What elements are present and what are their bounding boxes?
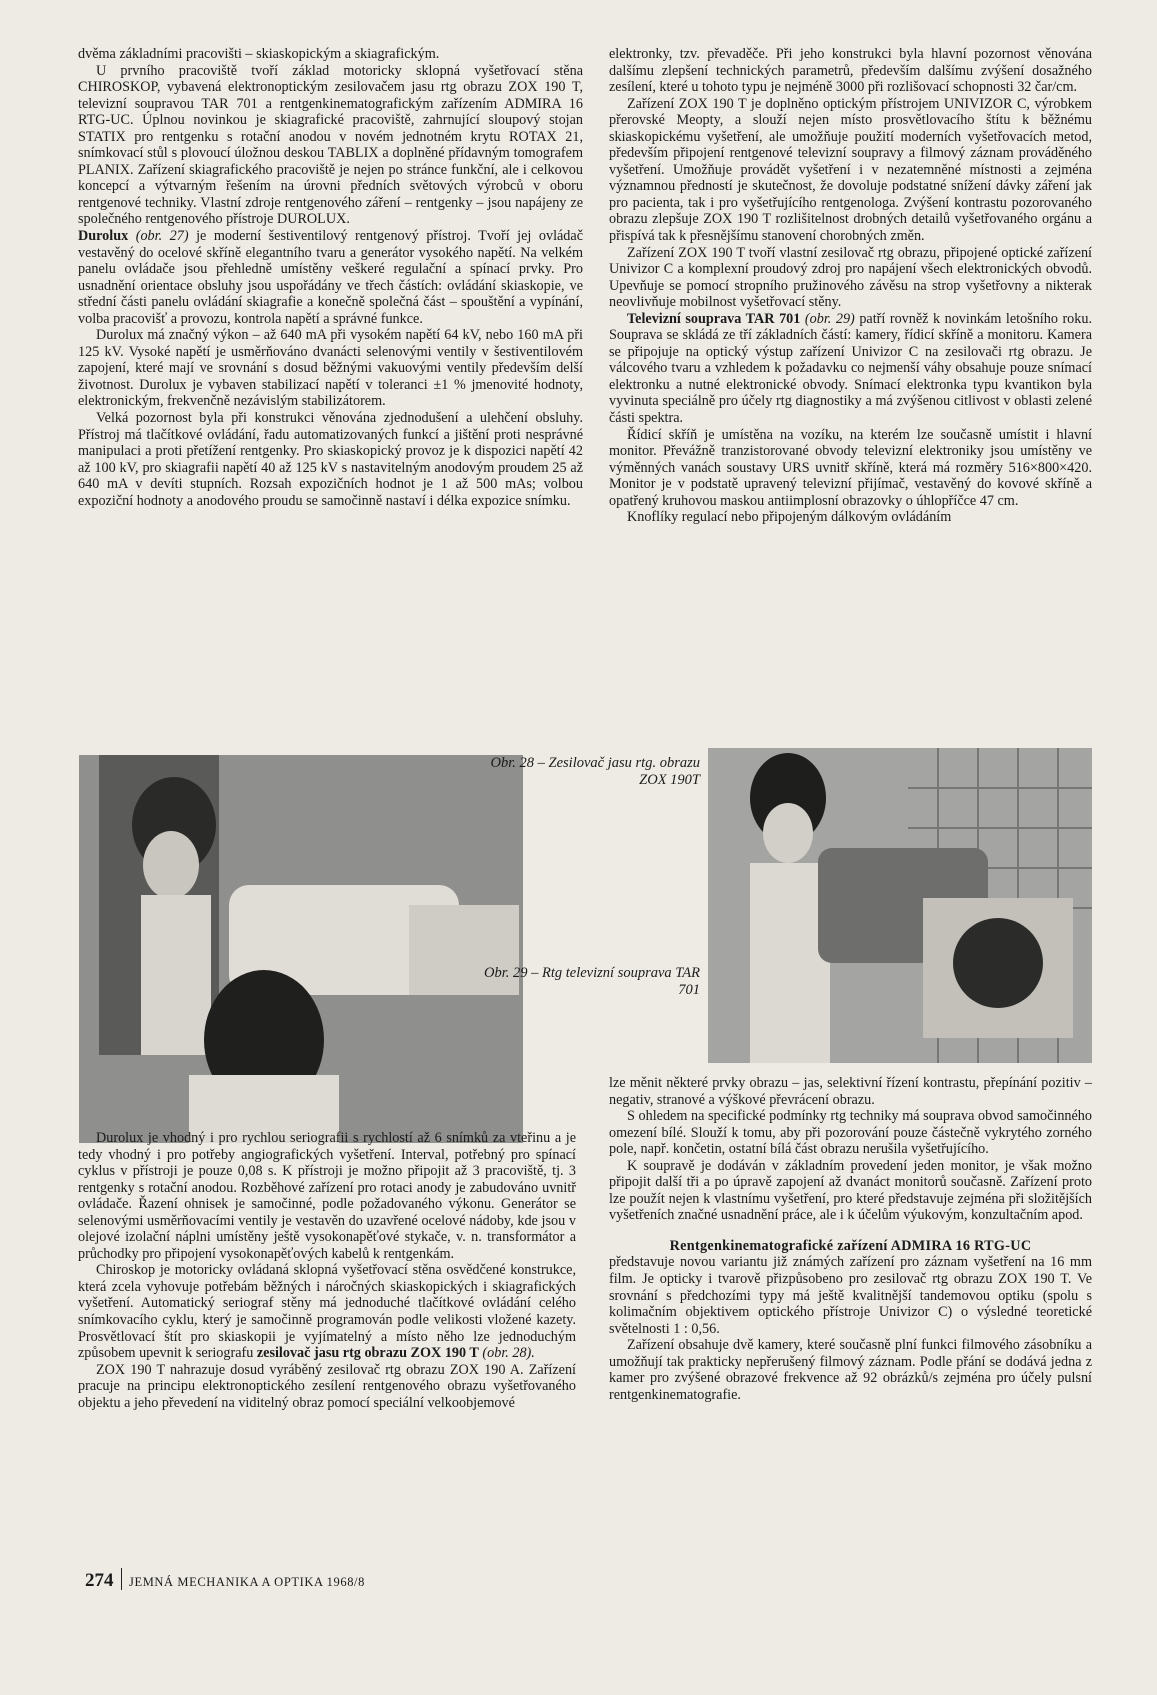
figure-reference: (obr. 28). bbox=[482, 1345, 535, 1362]
divider bbox=[121, 1568, 123, 1590]
paragraph: Zařízení ZOX 190 T je doplněno optickým přístrojem UNIVIZOR C, výrobkem přerovské Meopty, a slouží nejen místo prosvětlovacího štítu k běžnému skiaskopickému vyšetření, ale umožňuje použití moderních vyšetřovacích metod, především připojení rentgenové televizní soupravy a filmový záznam prováděného vyšetření. Umožňuje provádět vyšetření i v nezatemněné místnosti a zejména významnou předností je skutečnost, že dovoluje podstatné snížení dávky záření jak pro pacienta, tak i pro vyšetřujícího rentgenologa. Zvýšení kontrastu pozorovaného obrazu zlepšuje ZOX 190 T rozlišitelnost drobných detailů vyšetřovaného orgánu a přispívá tak k přesnějšímu stanovení chorobných změn. bbox=[609, 95, 1092, 245]
paragraph bbox=[609, 311, 1092, 427]
photo-illustration bbox=[79, 755, 523, 1143]
paragraph: Zařízení obsahuje dvě kamery, které současně plní funkci filmového zásobníku a umožňují tak prakticky nepřerušený filmový záznam. Podle přání se dodává jedna z kamer pro zvýšené obrazové frekvence až 92 obrázků/s zejména pro účely pulsní rentgenkinematografie. bbox=[609, 1337, 1092, 1403]
figure-reference: (obr. 27) bbox=[135, 228, 189, 245]
paragraph: U prvního pracoviště tvoří základ motoricky sklopná vyšetřovací stěna CHIROSKOP, vybavená elektronoptickým zesilovačem jasu rtg obrazu ZOX 190 T, televizní soupravou TAR 701 a rentgenkinematografickým zařízením ADMIRA 16 RTG-UC. Úplnou novinkou je skiagrafické pracoviště, zahrnující sloupový stojan STATIX pro rentgenku s rotační anodou v novém jednotném krytu ROTAX 21, snímkovací stůl s plovoucí úložnou deskou TABLIX a doplněné přídavným tomografem PLANIX. Zařízení skiagrafického pracoviště je nejen po stránce funkční, ale i celkovou koncepcí a výtvarným řešením na úrovni předních světových výrobců v oboru rentgenové techniky. Vlastní zdroje rentgenového záření – rentgenky – jsou napájeny ze společného rentgenového přístroje DUROLUX. bbox=[78, 62, 583, 228]
paragraph: dvěma základními pracovišti – skiaskopickým a skiagrafickým. bbox=[78, 46, 440, 62]
paragraph: Zařízení ZOX 190 T tvoří vlastní zesilovač rtg obrazu, připojené optické zařízení Univizor C a komplexní proudový zdroj pro napájení všech elektronických obvodů. Upevňuje se pomocí stropního pružinového závěsu na strop vyšetřovny a nikterak neovlivňuje mobilnost vyšetřovací stěny. bbox=[609, 244, 1092, 311]
run-in-heading: Durolux bbox=[78, 228, 129, 245]
left-column-bottom bbox=[78, 1130, 576, 1411]
paragraph bbox=[78, 1262, 576, 1361]
paragraph: Durolux je vhodný i pro rychlou seriografii s rychlostí až 6 snímků za vteřinu a je tedy vhodný i pro potřeby angiografických vyšetření. Interval, potřebný pro spínací cyklus v přístroji je pouze 0,08 s. K přístroji je možno připojit až 3 pracoviště, tj. 3 rentgenky s rotační anodou. Rozběhové zařízení pro rotaci anody je zabudováno uvnitř ovládače. Řazení ohnisek je samočinné, podle požadovaného výkonu. Generátor se selenovými usměrňovacími ventily je vestavěn do uzavřené ocelové nádoby, kde jsou v olejové izolační náplni umístěny ještě vysokonapěťové stykače, v. n. transformátor a průchodky pro připojení vysokonapěťových kabelů k rentgenkám. bbox=[78, 1130, 576, 1262]
paragraph: S ohledem na specifické podmínky rtg techniky má souprava obvod samočinného omezení bílé. Slouží k tomu, aby při pozorování pouze částečně vykrytého zorného pole, např. končetin, ostatní bílá část obrazu nerušila vyšetřujícího. bbox=[609, 1108, 1092, 1158]
paragraph: Knoflíky regulací nebo připojeným dálkovým ovládáním bbox=[627, 509, 952, 526]
paragraph-text: Chiroskop je motoricky ovládaná sklopná vyšetřovací stěna osvědčené konstrukce, která zcela vyhovuje potřebám běžných i náročných skiaskopických i skiagrafických vyšetření. Automatický seriograf stěny má jednoduché tlačítkové ovládání celého snímkovacího cyklu, který je samočinně programován podle velikosti vložené kazety. Prosvětlovací štít pro skiaskopii je vyjímatelný a místo něho lze jednoduchým způsobem upevnit k seriografu bbox=[78, 1262, 576, 1362]
paragraph-text: je moderní šestiventilový rentgenový přístroj. Tvoří jej ovládač vestavěný do ocelové skříně elegantního tvaru a generátor vysokého napětí. Na velkém panelu ovládače jsou přehledně umístěny veškeré regulační a spínací prvky. Pro usnadnění orientace obsluhy jsou uspořádány ve třech částích: ovládání skiaskopie, ve střední části panelu ovládání skiagrafie a konečně společná část – spouštění a vypínání, volba pracovišť a provozu, kontrola napětí a správné funkce. bbox=[78, 228, 583, 327]
paragraph-text: patří rovněž k novinkám letošního roku. Souprava se skládá ze tří základních částí: kamery, řídicí skříně a monitoru. Kamera se připojuje na optický výstup zařízení Univizor C na zesilovači rtg obrazu. Je válcového tvaru a vzhledem k požadavku co nejmenší váhy obsahuje pouze snímací elektronku a nutné elektronické obvody. Snímací elektronka typu kvantikon byla vyvinuta speciálně pro účely rtg diagnostiky a má zvýšenou citlivost v oblasti zelené části spektra. bbox=[609, 310, 1093, 427]
figure-29-caption: Obr. 29 – Rtg televizní souprava TAR 701 bbox=[483, 965, 700, 998]
paragraph: ZOX 190 T nahrazuje dosud vyráběný zesilovač rtg obrazu ZOX 190 A. Zařízení pracuje na principu elektronoptického zesílení rentgenového obrazu vyšetřovaného objektu a jeho převedení na viditelný obraz pomocí speciální velkoobjemové bbox=[78, 1361, 576, 1411]
figure-reference: (obr. 29) bbox=[804, 310, 855, 327]
paragraph: představuje novou variantu již známých zařízení pro záznam vyšetření na 16 mm film. Je opticky i tvarově přizpůsobeno pro zesilovač rtg obrazu ZOX 190 T. Ve srovnání s předchozími typy má ještě kvalitnější tandemovou optiku (spolu s kolimačním objektivem optického přístroje Univizor C) o výsledné teoretické světelnosti 1 : 0,56. bbox=[609, 1254, 1092, 1337]
run-in-heading: Televizní souprava TAR 701 bbox=[627, 310, 801, 327]
figure-28-photo bbox=[79, 755, 523, 1143]
paragraph: Velká pozornost byla při konstrukci věnována zjednodušení a ulehčení obsluhy. Přístroj má tlačítkové ovládání, řadu automatizovaných funkcí a jištění proti nesprávné manipulaci a proti přetížení rentgenky. Pro skiaskopický provoz je k dispozici napětí 42 až 100 kV, pro skiagrafii napětí 40 až 125 kV s nastavitelným anodovým proudem 25 až 640 mA v devíti stupních. Rozsah expozičních hodnot je 1 až 500 mAs; volbou expoziční hodnoty a anodového proudu se samočinně nastaví i délka expozice snímku. bbox=[78, 410, 583, 509]
paragraph bbox=[78, 228, 583, 327]
paragraph: elektronky, tzv. převaděče. Při jeho konstrukci byla hlavní pozornost věnována dalšímu zlepšení technických parametrů, především dalšímu zvýšení dosažného zesílení, které u tohoto typu je nejméně 3000 při rozlišovací schopnosti 32 čar/cm. bbox=[609, 46, 1092, 96]
left-column-top bbox=[78, 46, 583, 509]
photo-illustration bbox=[708, 748, 1092, 1063]
right-column-bottom bbox=[609, 1075, 1092, 1403]
run-in-heading: zesilovač jasu rtg obrazu ZOX 190 T bbox=[256, 1345, 479, 1362]
page-footer bbox=[85, 1568, 365, 1592]
figure-28-caption: Obr. 28 – Zesilovač jasu rtg. obrazu ZOX 190T bbox=[490, 755, 700, 788]
paragraph: Řídicí skříň je umístěna na vozíku, na kterém lze současně umístit i hlavní monitor. Převážně tranzistorované obvody televizní elektroniky jsou umístěny ve výměnných vanách soustavy URS uvnitř skříně, která má rozměry 516×800×420. Monitor je v podstatě upravený televizní přijímač, vestavěný do kovové skříně a opatřený kruhovou maskou antiimplosní obrazovky o úhlopříčce 47 cm. bbox=[609, 426, 1092, 509]
paragraph: K soupravě je dodáván v základním provedení jeden monitor, je však možno připojit další tři a po úpravě zapojení až dvanáct monitorů současně. Zařízení proto lze použít nejen k vlastnímu vyšetření, pro které představuje zejména při složitějších vyšetřeních značné usnadnění práce, ale i k účelům výukovým, konzultačním apod. bbox=[609, 1157, 1092, 1224]
section-heading: Rentgenkinematografické zařízení ADMIRA 16 RTG-UC bbox=[669, 1237, 1032, 1254]
right-column-top bbox=[609, 46, 1092, 526]
figure-29-photo bbox=[708, 748, 1092, 1063]
journal-name: JEMNÁ MECHANIKA A OPTIKA 1968/8 bbox=[129, 1575, 365, 1589]
paragraph: Durolux má značný výkon – až 640 mA při vysokém napětí 64 kV, nebo 160 mA při 125 kV. Vysoké napětí je usměrňováno dvanácti selenovými ventily v šestiventilovém zapojení, které mají ve srovnání s dosud běžnými vakuovými ventily především delší životnost. Durolux je vybaven stabilizací napětí v toleranci ±1 % jmenovité hodnoty, elektronickým, frekvenčně nezávislým stabilizátorem. bbox=[78, 327, 583, 410]
paragraph: lze měnit některé prvky obrazu – jas, selektivní řízení kontrastu, přepínání pozitiv – negativ, stranové a výškové převrácení obrazu. bbox=[609, 1075, 1092, 1108]
page-number: 274 bbox=[85, 1570, 114, 1591]
